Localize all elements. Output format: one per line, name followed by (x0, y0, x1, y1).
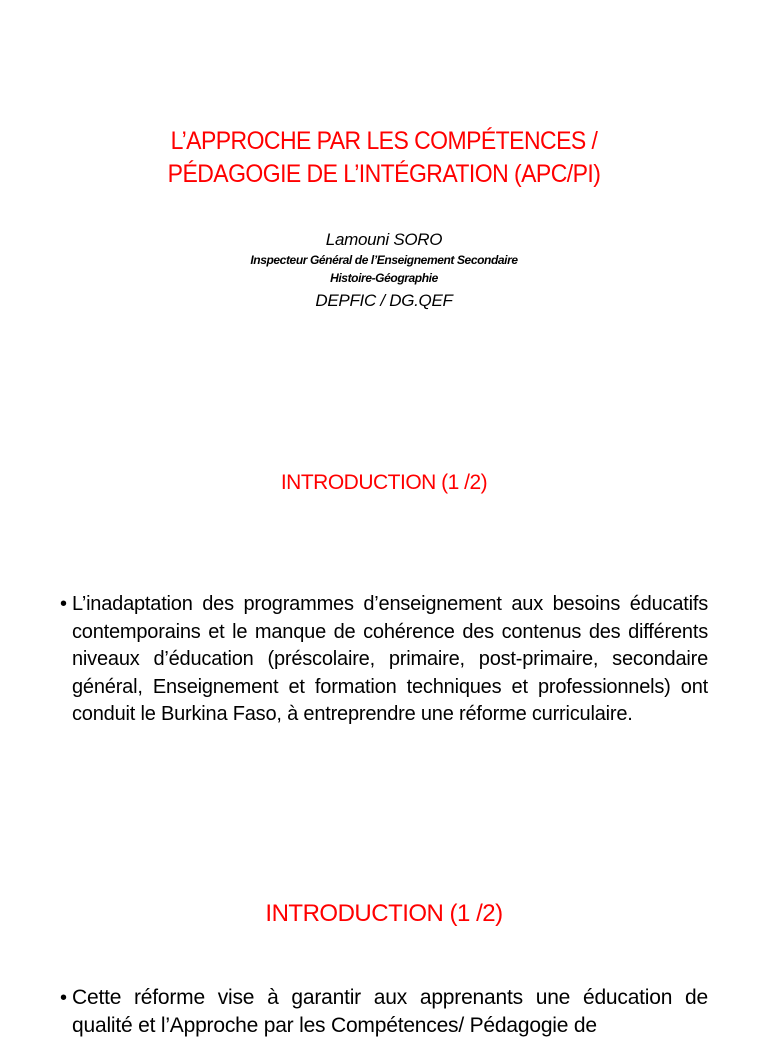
author-department: DEPFIC / DG.QEF (315, 291, 453, 310)
bullet-marker: • (60, 593, 68, 615)
section-heading-introduction-2: INTRODUCTION (1 /2) (265, 900, 503, 927)
presentation-title-line2: PÉDAGOGIE DE L’INTÉGRATION (APC/PI) (167, 160, 601, 188)
introduction-paragraph-2: Cette réforme vise à garantir aux apprenants une éducation de qualité et l’Approche par les Compétences/ Pédagogie de (72, 986, 708, 1037)
author-role-line1: Inspecteur Général de l’Enseignement Secondaire (250, 253, 518, 267)
section-heading-introduction-1: INTRODUCTION (1 /2) (280, 471, 488, 494)
author-role-line2: Histoire-Géographie (330, 271, 438, 285)
introduction-paragraph-1: L’inadaptation des programmes d’enseignement aux besoins éducatifs contemporains et le manque de cohérence des contenus des différents niveaux d’éducation (préscolaire, primaire, post-primaire, secondaire général, Enseignement et formation techniques et professionnels) ont conduit le Burkina Faso, à entreprendre une réforme curriculaire. (72, 593, 708, 726)
author-name: Lamouni SORO (325, 230, 443, 249)
bullet-marker: • (60, 987, 68, 1009)
presentation-title-line1: L’APPROCHE PAR LES COMPÉTENCES / (170, 127, 598, 155)
